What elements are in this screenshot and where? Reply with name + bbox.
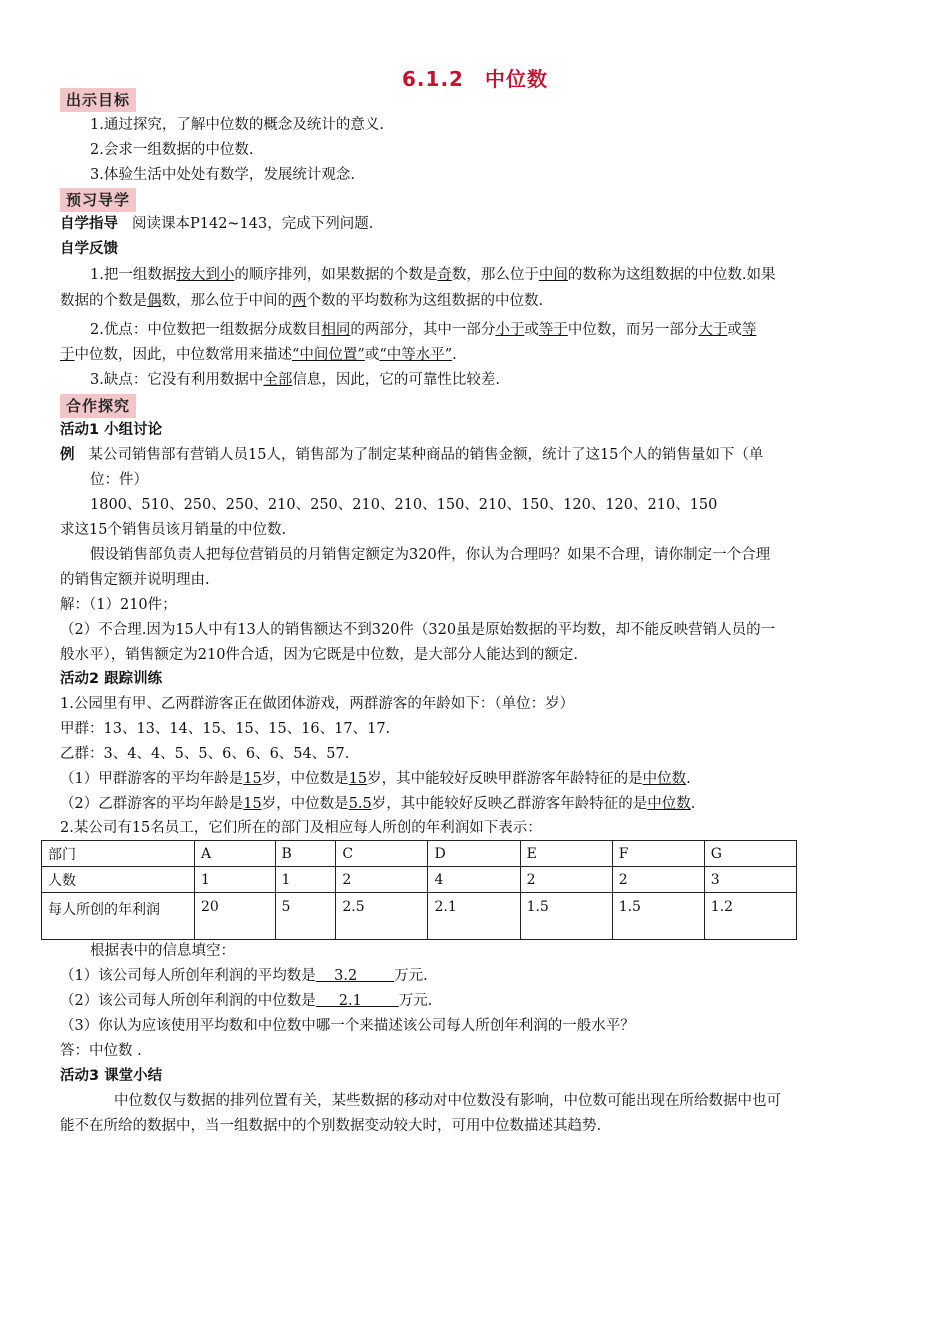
- answer-median: 答：中位数 .: [60, 1043, 142, 1059]
- blank: 相同: [321, 322, 351, 338]
- table-cell: 5: [275, 893, 336, 940]
- table-cell: C: [336, 841, 428, 867]
- table-cell: 4: [428, 867, 520, 893]
- blank: 两: [292, 293, 307, 309]
- blank: 2.1: [338, 993, 362, 1009]
- answer-a2: （2）乙群游客的平均年龄是15岁，中位数是5.5岁，其中能较好反映乙群游客年龄特征的是中位数.: [60, 796, 696, 812]
- guide-label: 自学指导: [60, 216, 118, 232]
- feedback-p1-line1: 1.把一组数据按大到小的顺序排列，如果数据的个数是奇数，那么位于中间的数称为这组数据的中位数.如果: [90, 267, 776, 283]
- activity1-title: 活动1 小组讨论: [60, 422, 163, 438]
- activity2-title: 活动2 跟踪训练: [60, 671, 163, 687]
- feedback-label: 自学反馈: [60, 241, 118, 257]
- table-cell: D: [428, 841, 520, 867]
- section-tag-explore: 合作探究: [60, 394, 136, 418]
- blank: 等: [741, 322, 757, 338]
- table-cell: 1: [275, 867, 336, 893]
- table-cell: F: [612, 841, 704, 867]
- table-cell: 2: [336, 867, 428, 893]
- blank: 奇: [437, 267, 452, 283]
- feedback-p1-line2: 数据的个数是偶数，那么位于中间的两个数的平均数称为这组数据的中位数.: [60, 293, 544, 309]
- feedback-p2-line2: 于中位数，因此，中位数常用来描述“中间位置”或“中等水平”.: [60, 347, 457, 363]
- profit-table: [41, 840, 797, 940]
- blank: “中等水平”: [379, 347, 453, 363]
- blank: 大于: [698, 322, 728, 338]
- summary-line1: 中位数仅与数据的排列位置有关，某些数据的移动对中位数没有影响，中位数可能出现在所给数据中也可: [114, 1093, 781, 1109]
- table-cell: G: [704, 841, 796, 867]
- table-row: [42, 867, 797, 893]
- activity3-title: 活动3 课堂小结: [60, 1068, 163, 1084]
- blank: 15: [348, 771, 368, 787]
- solution-2-line2: 般水平），销售额定为210件合适，因为它既是中位数，是大部分人能达到的额定.: [60, 647, 579, 663]
- section-tag-preview: 预习导学: [60, 188, 136, 212]
- section-tag-objectives: 出示目标: [60, 88, 136, 112]
- table-cell: 3: [704, 867, 796, 893]
- example-label: 例: [60, 447, 75, 463]
- q2-intro: 2.某公司有15名员工，它们所在的部门及相应每人所创的年利润如下表示：: [60, 820, 542, 836]
- summary-line2: 能不在所给的数据中，当一组数据中的个别数据变动较大时，可用中位数描述其趋势.: [60, 1118, 602, 1134]
- group-b-ages: 乙群：3、4、4、5、5、6、6、6、54、57.: [60, 746, 350, 762]
- table-cell: 20: [195, 893, 276, 940]
- q1-intro: 1.公园里有甲、乙两群游客正在做团体游戏，两群游客的年龄如下：（单位：岁）: [60, 696, 575, 712]
- blank: 按大到小: [176, 267, 235, 283]
- feedback-p3: 3.缺点：它没有利用数据中全部信息，因此，它的可靠性比较差.: [90, 372, 500, 388]
- fill-3: （3）你认为应该使用平均数和中位数中哪一个来描述该公司每人所创年利润的一般水平？: [60, 1018, 635, 1034]
- table-cell: 1: [195, 867, 276, 893]
- question-1: 求这15个销售员该月销量的中位数.: [60, 522, 287, 538]
- table-cell: 1.5: [612, 893, 704, 940]
- solution-2-line1: （2）不合理.因为15人中有13人的销售额达不到320件（320虽是原始数据的平均数，却不能反映营销人员的一: [60, 622, 776, 638]
- self-study-guide: [60, 214, 895, 234]
- blank: 中位数: [647, 796, 691, 812]
- table-cell: 1.2: [704, 893, 796, 940]
- table-cell: 2.5: [336, 893, 428, 940]
- blank: 15: [243, 771, 262, 787]
- blank: 5.5: [348, 796, 372, 812]
- blank: 3.2: [334, 968, 358, 984]
- blank: 等于: [538, 322, 568, 338]
- blank: 偶: [147, 293, 162, 309]
- question-2-line1: 假设销售部负责人把每位营销员的月销售定额定为320件，你认为合理吗？如果不合理，请你制定一个合理: [90, 547, 771, 563]
- table-cell: 部门: [42, 841, 195, 867]
- blank: 中间: [538, 267, 568, 283]
- table-cell: 2: [520, 867, 612, 893]
- question-2-line2: 的销售定额并说明理由.: [60, 572, 210, 588]
- table-cell: 2.1: [428, 893, 520, 940]
- blank: 小于: [495, 322, 525, 338]
- objective-2: 2.会求一组数据的中位数.: [90, 142, 254, 158]
- table-cell: 人数: [42, 867, 195, 893]
- table-cell: B: [275, 841, 336, 867]
- answer-a1: （1）甲群游客的平均年龄是15岁，中位数是15岁，其中能较好反映甲群游客年龄特征的是中位数.: [60, 771, 691, 787]
- sales-data: 1800、510、250、250、210、250、210、210、150、210、150、120、120、210、150: [90, 497, 718, 513]
- guide-text: 阅读课本P142~143，完成下列问题.: [132, 216, 374, 232]
- table-row: [42, 841, 797, 867]
- table-cell: E: [520, 841, 612, 867]
- blank: 15: [243, 796, 262, 812]
- solution-1: 解：（1）210件；: [60, 597, 177, 613]
- fill-2: （2）该公司每人所创年利润的中位数是 2.1 万元.: [60, 993, 433, 1009]
- feedback-p2-line1: 2.优点：中位数把一组数据分成数目相同的两部分，其中一部分小于或等于中位数，而另一部分大于或等: [90, 322, 757, 338]
- fill-1: （1）该公司每人所创年利润的平均数是 3.2 万元.: [60, 968, 428, 984]
- group-a-ages: 甲群：13、13、14、15、15、15、16、17、17.: [60, 721, 391, 737]
- example-line1: 例 某公司销售部有营销人员15人，销售部为了制定某种商品的销售金额，统计了这15个人的销售量如下（单: [60, 447, 764, 463]
- example-line2: 位：件）: [90, 472, 148, 488]
- objective-1: 1.通过探究，了解中位数的概念及统计的意义.: [90, 117, 384, 133]
- page-title: 6.1.2 中位数: [402, 67, 548, 91]
- blank: “中间位置”: [292, 347, 365, 363]
- objective-3: 3.体验生活中处处有数学，发展统计观念.: [90, 167, 355, 183]
- fill-intro: 根据表中的信息填空：: [90, 943, 235, 959]
- table-cell: A: [195, 841, 276, 867]
- table-cell: 1.5: [520, 893, 612, 940]
- blank: 中位数: [642, 771, 687, 787]
- table-cell: 每人所创的年利润: [42, 893, 195, 940]
- table-cell: 2: [612, 867, 704, 893]
- table-row: [42, 893, 797, 940]
- blank: 于: [60, 347, 75, 363]
- blank: 全部: [263, 372, 293, 388]
